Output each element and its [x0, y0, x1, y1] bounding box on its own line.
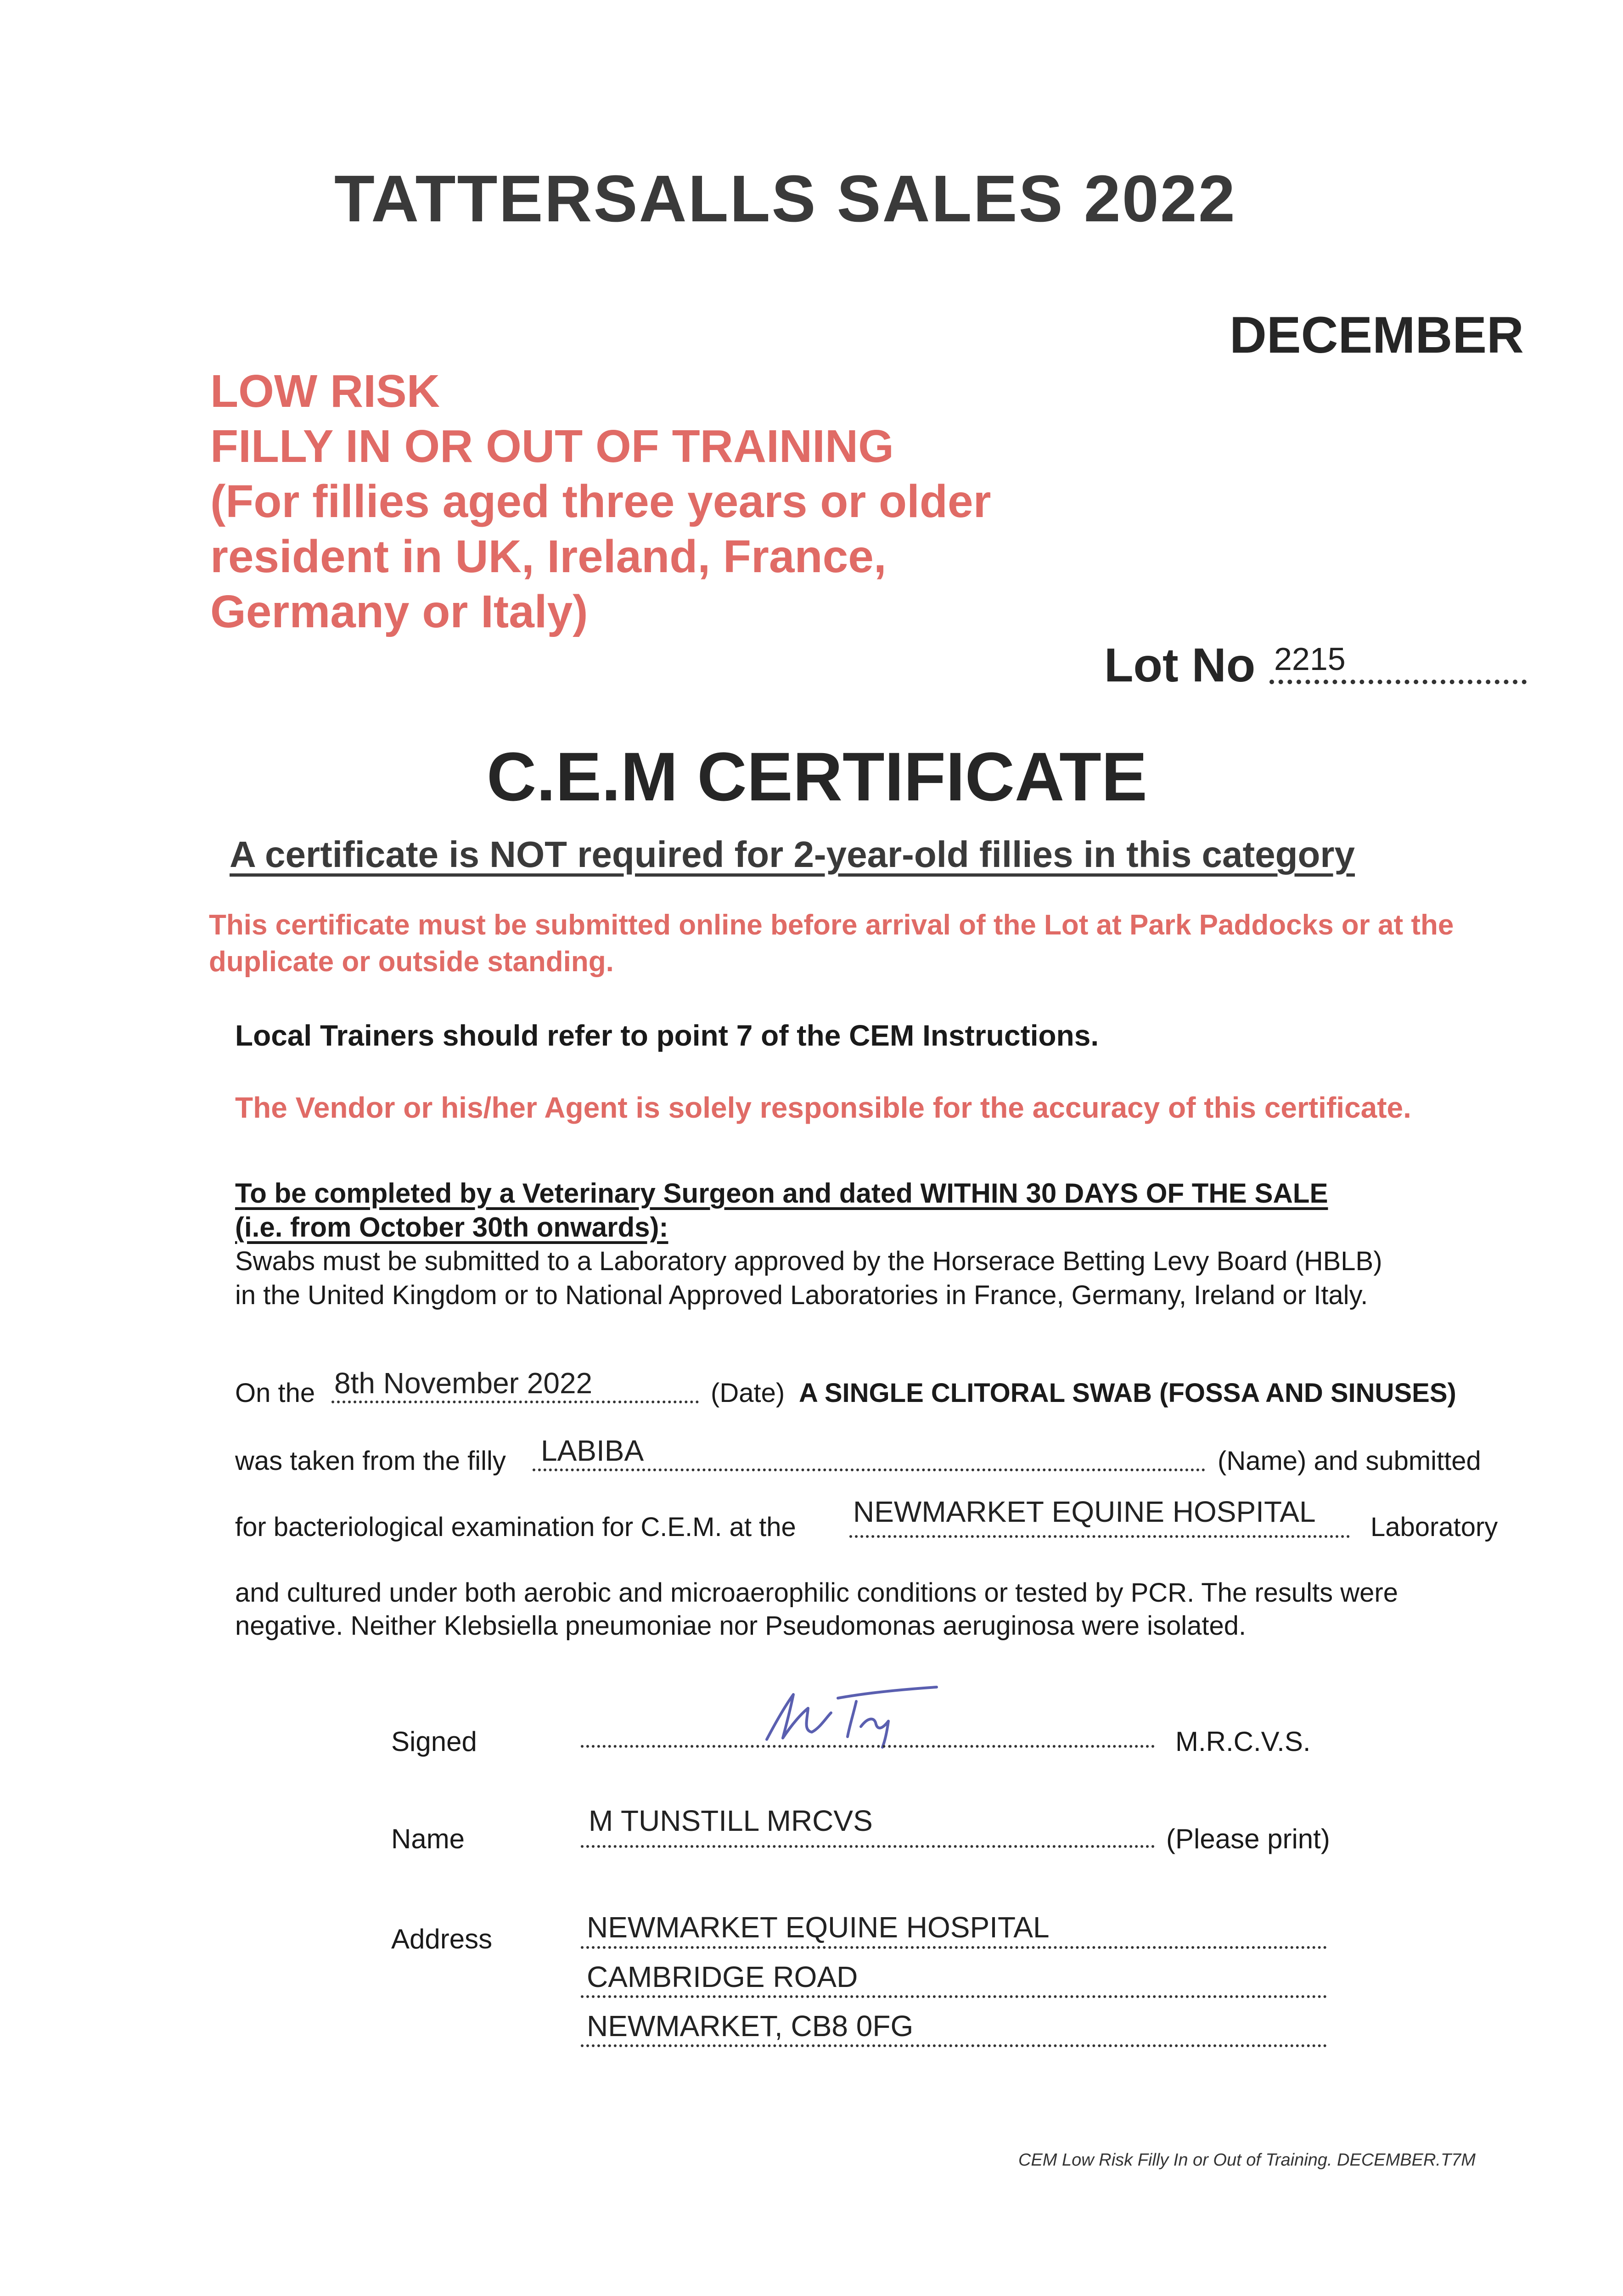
filly-name-field[interactable]: LABIBA	[541, 1434, 644, 1467]
lot-label: Lot No	[1104, 639, 1256, 692]
instructions-heading-dates: (i.e. from October 30th onwards):	[235, 1212, 668, 1243]
name-dotted-line	[581, 1845, 1155, 1848]
category-line: (For fillies aged three years or older	[210, 476, 991, 527]
vendor-note: The Vendor or his/her Agent is solely responsible for the accuracy of this certificate.	[235, 1091, 1411, 1124]
lab-suffix: Laboratory	[1370, 1512, 1498, 1542]
address-dotted-line	[581, 1946, 1327, 1949]
date-field[interactable]: 8th November 2022	[334, 1367, 593, 1400]
please-print-label: (Please print)	[1166, 1823, 1330, 1854]
filly-name-suffix: (Name) and submitted	[1218, 1446, 1481, 1476]
footer-reference: CEM Low Risk Filly In or Out of Training. DECEMBER.T7M	[1018, 2150, 1476, 2170]
address-dotted-line	[581, 2044, 1327, 2047]
address-label: Address	[391, 1924, 493, 1954]
not-required-note: A certificate is NOT required for 2-year-old fillies in this category	[230, 834, 1355, 875]
address-line-field[interactable]: NEWMARKET, CB8 0FG	[587, 2009, 914, 2043]
submission-warning: This certificate must be submitted online before arrival of the Lot at Park Paddocks or at the duplicate or outside standing.	[209, 909, 1454, 978]
filly-dotted-line	[533, 1469, 1205, 1471]
instructions-heading: To be completed by a Veterinary Surgeon and dated WITHIN 30 DAYS OF THE SALE	[235, 1178, 1328, 1209]
address-line-field[interactable]: CAMBRIDGE ROAD	[587, 1960, 858, 1993]
filly-prefix: was taken from the filly	[235, 1446, 506, 1476]
lot-dotted-line	[1269, 680, 1527, 684]
signed-label: Signed	[391, 1726, 477, 1757]
category-line: resident in UK, Ireland, France,	[210, 531, 887, 582]
address-line-field[interactable]: NEWMARKET EQUINE HOSPITAL	[587, 1911, 1050, 1944]
signature-ink	[767, 1687, 937, 1747]
date-suffix: (Date)	[711, 1378, 785, 1408]
results-text: negative. Neither Klebsiella pneumoniae nor Pseudomonas aeruginosa were isolated.	[235, 1611, 1247, 1641]
mrcvs-label: M.R.C.V.S.	[1175, 1726, 1311, 1757]
name-label: Name	[391, 1823, 465, 1854]
sale-title: TATTERSALLS SALES 2022	[334, 162, 1236, 236]
lab-prefix: for bacteriological examination for C.E.M. at the	[235, 1512, 796, 1542]
lot-number: 2215	[1274, 641, 1346, 677]
results-text: and cultured under both aerobic and microaerophilic conditions or tested by PCR. The results were	[235, 1578, 1398, 1608]
address-dotted-line	[581, 1995, 1327, 1998]
certificate-title: C.E.M CERTIFICATE	[487, 738, 1147, 815]
instructions-body: in the United Kingdom or to National Approved Laboratories in France, Germany, Ireland or Italy.	[235, 1280, 1368, 1310]
date-prefix: On the	[235, 1378, 315, 1408]
local-trainers-note: Local Trainers should refer to point 7 of the CEM Instructions.	[235, 1019, 1099, 1052]
category-line: Germany or Italy)	[210, 586, 588, 637]
signature-scribble	[758, 1681, 950, 1750]
instructions-body: Swabs must be submitted to a Laboratory approved by the Horserace Betting Levy Board (HBLB)	[235, 1246, 1382, 1276]
laboratory-field[interactable]: NEWMARKET EQUINE HOSPITAL	[853, 1495, 1316, 1528]
category-line: LOW RISK	[210, 366, 440, 417]
sale-month: DECEMBER	[1230, 306, 1524, 364]
date-dotted-line	[331, 1401, 699, 1403]
lab-dotted-line	[849, 1535, 1350, 1538]
category-line: FILLY IN OR OUT OF TRAINING	[210, 421, 894, 472]
vet-name-field[interactable]: M TUNSTILL MRCVS	[589, 1804, 873, 1837]
swab-text: A SINGLE CLITORAL SWAB (FOSSA AND SINUSES)	[799, 1378, 1456, 1408]
signature-dotted-line	[581, 1745, 1155, 1748]
